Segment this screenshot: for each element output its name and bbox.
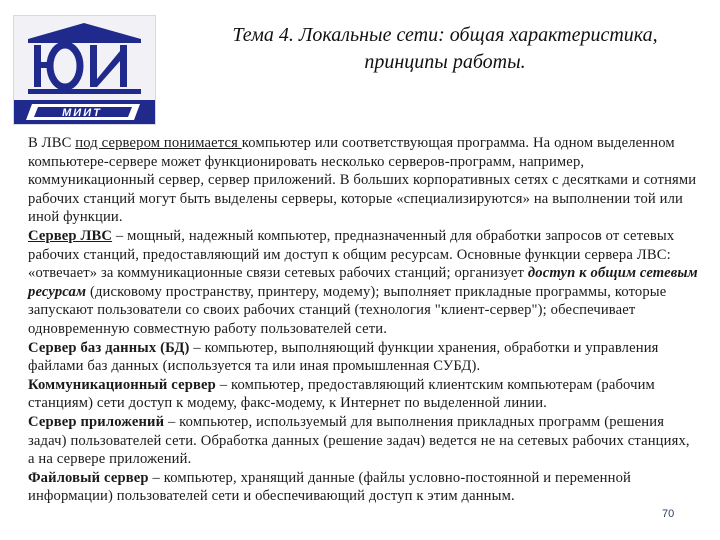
file-server-text: – компьютер, хранящий данные (файлы условно-постоянной и переменной информации) пользователей сети и обеспечивающий доступ к этим данным. (28, 469, 631, 505)
term-lan-server: Сервер ЛВС (28, 227, 113, 244)
title-line-2: принципы работы. (364, 51, 526, 73)
lan-server-text-2: (дисковому пространству, принтеру, модему); выполняет прикладные программы, которые запускают пользователи со своих рабочих станций (технология "клиент-сервер"); обеспечивает одновременную совместную работу пользователей сети. (28, 283, 667, 337)
slide-content (28, 134, 700, 506)
title-line-1: Тема 4. Локальные сети: общая характеристика, (232, 24, 658, 46)
logo-band-graphic (14, 100, 155, 124)
logo-band (14, 100, 155, 124)
paragraph-lan-server (28, 227, 700, 339)
term-file-server: Файловый сервер (28, 469, 149, 486)
lan-server-emphasis: доступ к общим сетевым ресурсам (28, 265, 698, 300)
paragraph-communication-server (28, 376, 700, 413)
paragraph-intro (28, 134, 700, 227)
intro-underlined-phrase: под сервером понимается (75, 135, 242, 151)
term-communication-server: Коммуникационный сервер (28, 376, 216, 393)
term-database-server: Сервер баз данных (БД) (28, 339, 190, 356)
communication-server-text: – компьютер, предоставляющий клиентским компьютерам (рабочим станциям) сети доступ к модему, факс-модему, к Интернет по выделенной линии. (28, 376, 655, 412)
intro-text-start: В ЛВС (28, 135, 76, 151)
svg-text:МИИТ: МИИТ (62, 107, 102, 119)
database-server-text: – компьютер, выполняющий функции хранения, обработки и управления файлами баз данных (используется та или иная промышленная СУБД). (28, 339, 659, 375)
page-number: 70 (662, 508, 675, 520)
lan-server-text-1: – мощный, надежный компьютер, предназначенный для обработки запросов от сетевых рабочих станций, предоставляющий им доступ к общим ресурсам. Основные функции сервера ЛВС: «отвечает» за коммуникационные связи сетевых рабочих станций; организует (28, 227, 675, 282)
university-logo (13, 15, 156, 125)
paragraph-application-server (28, 413, 700, 469)
intro-text-rest: компьютер или соответствующая программа. На одном выделенном компьютере-сервере может функционировать несколько серверов-программ, например, коммуникационный сервер, сервер приложений. В больших корпоративных сетях с десятками и сотнями рабочих станций могут быть выделены серверы, которые «специализируются» на выполнении той или иной функции. (28, 135, 697, 226)
logo-emblem (20, 21, 149, 95)
paragraph-file-server (28, 469, 700, 506)
paragraph-database-server (28, 339, 700, 376)
application-server-text: – компьютер, используемый для выполнения прикладных программ (решения задач) пользователей сети. Обработка данных (решение задач) ведется не на сетевых рабочих станциях, а на сервере приложений. (28, 413, 690, 468)
term-application-server: Сервер приложений (28, 413, 165, 430)
slide-title (185, 22, 705, 76)
